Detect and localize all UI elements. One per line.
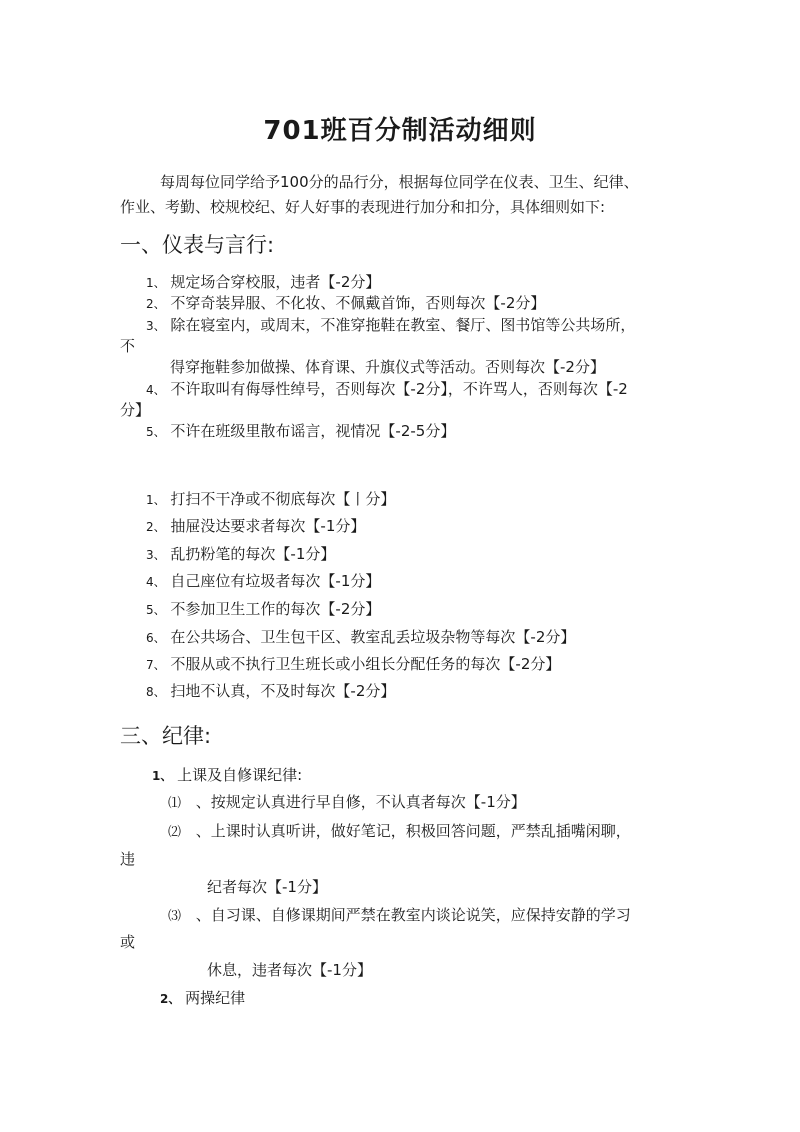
item-wrap-text: 违 xyxy=(120,850,136,868)
section-3-item xyxy=(168,820,631,841)
intro-paragraph xyxy=(120,170,680,220)
item-number: ⑴ xyxy=(168,796,182,811)
item-continuation: 休息，违者每次【-1分】 xyxy=(207,961,372,979)
item-text: 除在寝室内，或周末，不准穿拖鞋在教室、餐厅、图书馆等公共场所， xyxy=(170,316,636,334)
section-3-subheading xyxy=(160,987,245,1008)
item-wrap-text: 分】 xyxy=(120,401,151,419)
section-2-item xyxy=(146,653,560,674)
section-3-subheading xyxy=(152,764,302,785)
section-2-item xyxy=(146,570,380,591)
item-wrap-text: 或 xyxy=(120,933,136,951)
item-number: 6、 xyxy=(146,631,166,645)
item-text: 抽屉没达要求者每次【-1分】 xyxy=(170,517,366,535)
item-number: 7、 xyxy=(146,658,166,672)
item-number: 2、 xyxy=(146,297,166,311)
subheading-text: 两操纪律 xyxy=(185,989,246,1007)
section-2-item xyxy=(146,680,395,701)
item-continuation: 得穿拖鞋参加做操、体育课、升旗仪式等活动。否则每次【-2分】 xyxy=(170,358,605,376)
section-1-item xyxy=(146,271,380,292)
section-3-item xyxy=(168,904,631,925)
intro-line-1: 每周每位同学给予100分的品行分，根据每位同学在仪表、卫生、纪律、 xyxy=(160,173,639,191)
item-text: 自己座位有垃圾者每次【-1分】 xyxy=(170,572,381,590)
item-text: 打扫不干净或不彻底每次【丨分】 xyxy=(170,490,396,508)
intro-line-2: 作业、考勤、校规校纪、好人好事的表现进行加分和扣分，具体细则如下: xyxy=(120,198,606,216)
item-number: 8、 xyxy=(146,685,166,699)
item-text: 扫地不认真，不及时每次【-2分】 xyxy=(170,682,396,700)
subheading-text: 上课及自修课纪律: xyxy=(177,766,303,784)
subheading-number: 2、 xyxy=(160,992,181,1006)
section-2-item xyxy=(146,543,335,564)
item-text: 不服从或不执行卫生班长或小组长分配任务的每次【-2分】 xyxy=(170,655,561,673)
item-number: 5、 xyxy=(146,425,166,439)
item-text: 、自习课、自修课期间严禁在教室内谈论说笑，应保持安静的学习 xyxy=(195,906,631,924)
item-number: 5、 xyxy=(146,603,166,617)
item-number: 2、 xyxy=(146,520,166,534)
section-1-item xyxy=(146,314,635,335)
section-2-item xyxy=(146,488,395,509)
section-3-item xyxy=(168,791,526,812)
item-number: 3、 xyxy=(146,548,166,562)
item-number: 4、 xyxy=(146,575,166,589)
item-text: 不许在班级里散布谣言，视情况【-2-5分】 xyxy=(170,422,456,440)
section-2-item xyxy=(146,626,575,647)
item-number: ⑵ xyxy=(168,825,182,840)
item-text: 乱扔粉笔的每次【-1分】 xyxy=(170,545,336,563)
item-text: 、按规定认真进行早自修，不认真者每次【-1分】 xyxy=(195,793,526,811)
item-number: 1、 xyxy=(146,493,166,507)
section-1-heading: 一、仪表与言行: xyxy=(120,233,275,257)
section-2-item xyxy=(146,515,365,536)
item-text: 不许取叫有侮辱性绰号，否则每次【-2分】，不许骂人，否则每次【-2 xyxy=(170,380,628,398)
item-number: ⑶ xyxy=(168,909,182,924)
section-1-item xyxy=(146,292,545,313)
section-1-item xyxy=(146,378,628,399)
section-1-item xyxy=(146,420,455,441)
document-title: 701班百分制活动细则 xyxy=(263,116,537,146)
item-number: 3、 xyxy=(146,319,166,333)
item-text: 不参加卫生工作的每次【-2分】 xyxy=(170,600,381,618)
subheading-number: 1、 xyxy=(152,769,173,783)
section-2-item xyxy=(146,598,380,619)
item-text: 不穿奇装异服、不化妆、不佩戴首饰，否则每次【-2分】 xyxy=(170,294,546,312)
item-text: 规定场合穿校服，违者【-2分】 xyxy=(170,273,381,291)
item-wrap-text: 不 xyxy=(120,337,136,355)
item-text: 在公共场合、卫生包干区、教室乱丢垃圾杂物等每次【-2分】 xyxy=(170,628,576,646)
item-number: 1、 xyxy=(146,276,166,290)
item-continuation: 纪者每次【-1分】 xyxy=(207,878,327,896)
item-number: 4、 xyxy=(146,383,166,397)
section-3-heading: 三、纪律: xyxy=(120,724,212,748)
item-text: 、上课时认真听讲，做好笔记，积极回答问题，严禁乱插嘴闲聊， xyxy=(195,822,631,840)
